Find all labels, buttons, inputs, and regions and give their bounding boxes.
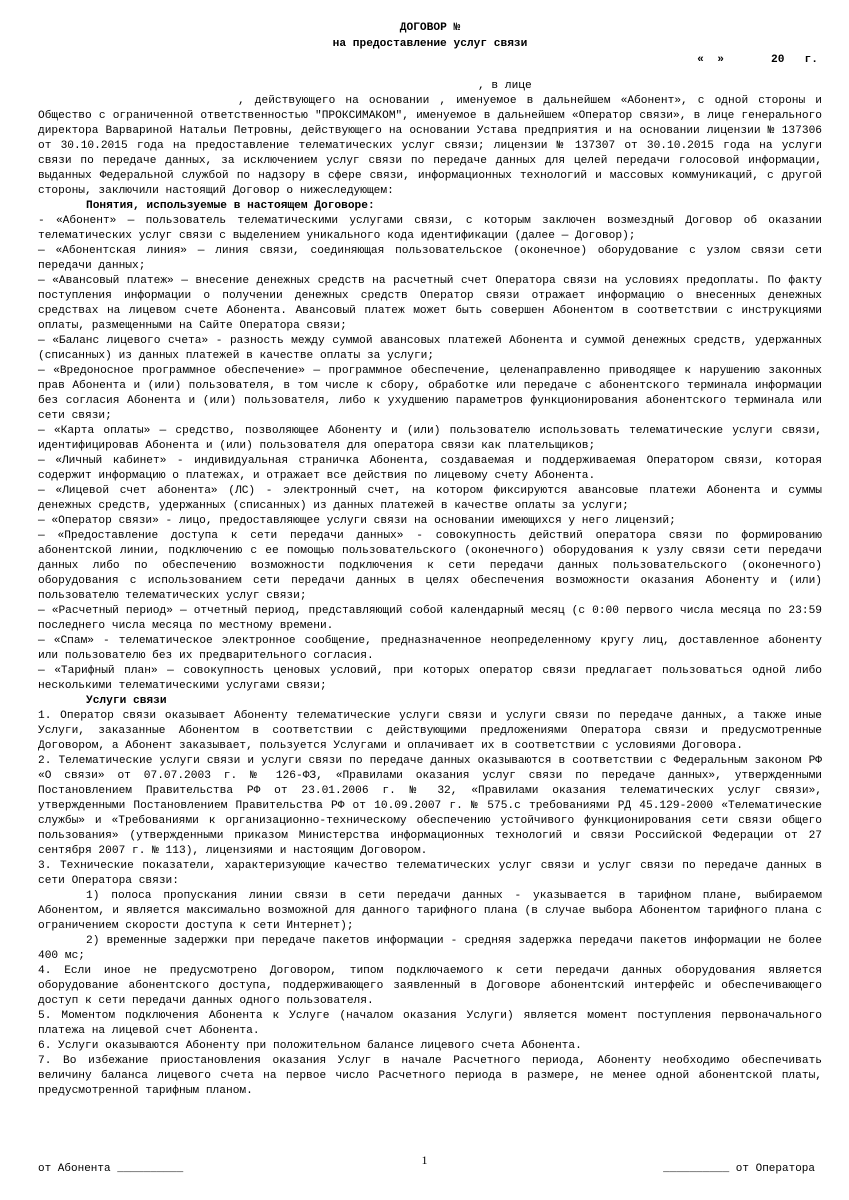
service-clause: 5. Моментом подключения Абонента к Услуге (началом оказания Услуги) является момент поступления первоначального платежа на лицевой счет Абонента. — [38, 1010, 822, 1037]
service-subclause: 2) временные задержки при передаче пакетов информации - средняя задержка передачи пакетов информации не более 400 мс; — [38, 935, 822, 962]
service-clause: 3. Технические показатели, характеризующие качество телематических услуг связи и услуг связи по передаче данных в сети Оператора связи: — [38, 860, 822, 887]
definitions-list — [38, 214, 822, 694]
service-clause: 7. Во избежание приостановления оказания Услуг в начале Расчетного периода, Абоненту необходимо обеспечивать величину баланса лицевого счета на первое число Расчетного периода в размере, не менее одной абонентской платы, предусмотренной тарифным планом. — [38, 1055, 822, 1097]
contract-date: « » 20 г. — [697, 54, 818, 66]
definition-item: — «Личный кабинет» - индивидуальная страничка Абонента, создаваемая и поддерживаемая Оператором связи, которая содержит информацию о платежах, и отражает все действия по лицевому счету Абонента. — [38, 455, 822, 482]
services-list — [38, 709, 822, 1099]
definition-item: — «Спам» - телематическое электронное сообщение, предназначенное неопределенному кругу лиц, доставленное абоненту или пользователю без их предварительного согласия. — [38, 635, 822, 662]
service-clause: 2. Телематические услуги связи и услуги связи по передаче данных оказываются в соответствии с Федеральным законом РФ «О связи» от 07.07.2003 г. № 126-ФЗ, «Правилами оказания услуг связи по передаче данных», утвержденными Постановлением Правительства РФ от 23.01.2006 г. № 32, «Правилами оказания телематических услуг связи», утвержденными Постановлением Правительства РФ от 10.09.2007 г. № 575.с требованиями РД 45.129-2000 «Телематические службы» и «Требованиями к организационно-техническому обеспечению устойчивого функционирования сети связи общего пользования» (утвержденными приказом Министерства информационных технологий и связи Российской Федерации от 27 сентября 2007 г. № 113), лицензиями и настоящим Договором. — [38, 755, 822, 857]
preamble-first-line: , в лице — [478, 80, 532, 92]
document-title — [38, 20, 822, 52]
preamble-text: , действующего на основании , именуемое в дальнейшем «Абонент», с одной стороны и Общество с ограниченной ответственностью "ПРОКСИМАКОМ", именуемое в дальнейшем «Оператор связи», в лице генерального директора Варвариной Натальи Петровны, действующего на основании Устава предприятия и на основании лицензии № 137306 от 30.10.2015 года на предоставление телематических услуг связи; лицензии № 137307 от 30.10.2015 года на услуги связи по передаче данных, за исключением услуг связи по передаче данных для целей передачи голосовой информации, выданных Федеральной службой по надзору в сфере связи, информационных технологий и массовых коммуникаций, с другой стороны, заключили настоящий Договор о нижеследующем: — [38, 95, 822, 197]
definition-item: — «Карта оплаты» — средство, позволяющее Абоненту и (или) пользователю использовать телематические услуги связи, идентифицировав Абонента и (или) пользователя для оператора связи как плательщиков; — [38, 425, 822, 452]
document-page — [38, 20, 822, 1099]
definition-item: — «Баланс лицевого счета» - разность между суммой авансовых платежей Абонента и суммой денежных средств, удержанных (списанных) из данных платежей в качестве оплаты за услуги; — [38, 335, 822, 362]
page-number: 1 — [421, 1153, 428, 1167]
definition-item: — «Лицевой счет абонента» (ЛС) - электронный счет, на котором фиксируются авансовые платежи Абонента и суммы денежных средств, удержанных (списанных) из данных платежей в качестве оплаты за услуги; — [38, 485, 822, 512]
operator-signature-line: __________ от Оператора — [663, 1163, 815, 1175]
service-subclause: 1) полоса пропускания линии связи в сети передачи данных - указывается в тарифном плане, выбираемом Абонентом, и является максимально возможной для данного тарифного плана (в случае выбора Абонентом тарифного плана с ограничением скорости доступа к сети Интернет); — [38, 890, 822, 932]
definition-item: — «Абонентская линия» — линия связи, соединяющая пользовательское (оконечное) оборудование с узлом связи сети передачи данных; — [38, 245, 822, 272]
definition-item: — «Оператор связи» - лицо, предоставляющее услуги связи на основании имеющихся у него лицензий; — [38, 515, 676, 527]
definition-item: — «Авансовый платеж» — внесение денежных средств на расчетный счет Оператора связи на условиях предоплаты. По факту поступления информации о получении денежных средств Оператор связи отражает информацию о внесенных денежных средствах на лицевом счете Абонента. Авансовый платеж может быть совершен Абонентом в соответствии с инструкциями оплаты, размещенными на Сайте Оператора связи; — [38, 275, 822, 332]
definition-item: — «Тарифный план» — совокупность ценовых условий, при которых оператор связи предлагает пользоваться одной либо несколькими телематическими услугами связи; — [38, 665, 822, 692]
section-services-heading: Услуги связи — [86, 695, 167, 707]
service-clause: 6. Услуги оказываются Абоненту при положительном балансе лицевого счета Абонента. — [38, 1040, 582, 1052]
service-clause: 1. Оператор связи оказывает Абоненту телематические услуги связи и услуги связи по передаче данных, а также иные Услуги, заказанные Абонентом в соответствии с действующими предложениями Оператора связи и предусмотренные Договором, а Абонент заказывает, пользуется Услугами и оплачивает их в соответствии с условиями Договора. — [38, 710, 822, 752]
section-definitions-heading: Понятия, используемые в настоящем Договоре: — [86, 200, 375, 212]
service-clause: 4. Если иное не предусмотрено Договором, типом подключаемого к сети передачи данных оборудования является оборудование абонентского доступа, поддерживающего заявленный в Договоре абонентский интерфейс и обеспечивающего доступ к сети передачи данных одного пользователя. — [38, 965, 822, 1007]
definition-item: - «Абонент» — пользователь телематическими услугами связи, с которым заключен возмездный Договор об оказании телематических услуг связи с выделением уникального кода идентификации (далее — Договор); — [38, 215, 822, 242]
definition-item: — «Вредоносное программное обеспечение» — программное обеспечение, целенаправленно приводящее к нарушению законных прав Абонента и (или) пользователя, в том числе к сбору, обработке или передаче с абонентского терминала информации без согласия Абонента и (или) пользователя, либо к ухудшению параметров функционирования абонентского терминала или сети связи; — [38, 365, 822, 422]
definition-item: — «Предоставление доступа к сети передачи данных» - совокупность действий оператора связи по формированию абонентской линии, подключению с ее помощью пользовательского (оконечного) оборудования к узлу связи сети передачи данных либо по обеспечению возможности подключения к сети передачи данных пользовательского (оконечного) оборудования с использованием сети передачи данных в целях обеспечения возможности оказания Абоненту и (или) пользователю телематических услуг связи; — [38, 530, 822, 602]
title-line-2: на предоставление услуг связи — [332, 38, 528, 50]
definition-item: — «Расчетный период» — отчетный период, представляющий собой календарный месяц (с 0:00 первого числа месяца по 23:59 последнего числа месяца по местному времени. — [38, 605, 822, 632]
subscriber-signature-line: от Абонента __________ — [38, 1163, 184, 1175]
title-line-1: ДОГОВОР № — [399, 22, 461, 34]
